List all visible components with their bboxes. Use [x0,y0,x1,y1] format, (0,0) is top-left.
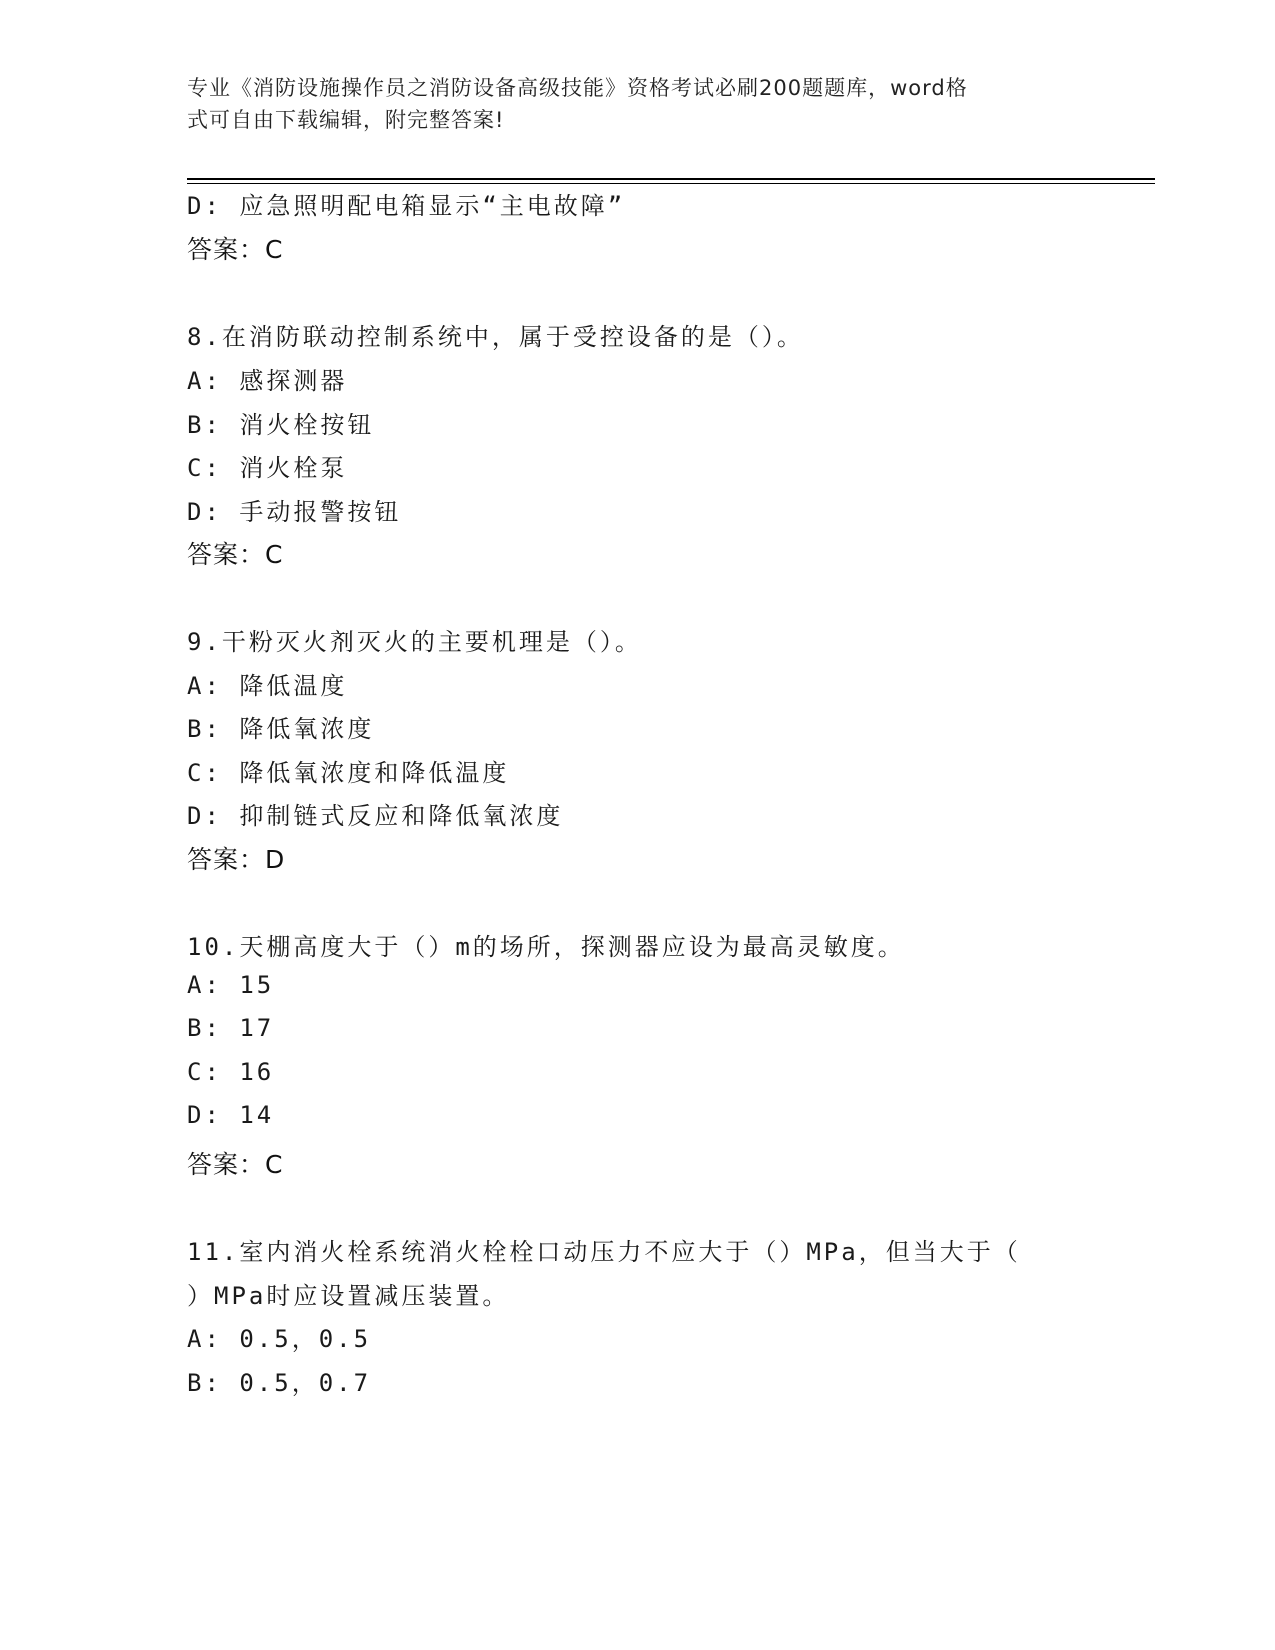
q9-option-a: A: 降低温度 [187,672,348,700]
q10-answer: 答案：C [187,1150,284,1179]
q10-option-d: D: 14 [187,1101,275,1129]
q8-option-b: B: 消火栓按钮 [187,411,375,439]
q9-option-c: C: 降低氧浓度和降低温度 [187,759,510,787]
header-divider-thin [187,183,1155,184]
q10-option-c: C: 16 [187,1058,275,1086]
q11-question-line-2: ）MPa时应设置减压装置。 [187,1282,510,1310]
q9-option-d: D: 抑制链式反应和降低氧浓度 [187,802,564,830]
q10-option-b: B: 17 [187,1014,275,1042]
q11-question-line-1: 11.室内消火栓系统消火栓栓口动压力不应大于（）MPa，但当大于（ [187,1238,1021,1266]
q8-option-a: A: 感探测器 [187,367,348,395]
q11-option-b: B: 0.5，0.7 [187,1369,372,1397]
q9-answer: 答案：D [187,845,286,874]
q8-question: 8.在消防联动控制系统中，属于受控设备的是（）。 [187,323,804,351]
header-divider-thick [187,178,1155,180]
q10-option-a: A: 15 [187,971,275,999]
q9-question: 9.干粉灭火剂灭火的主要机理是（）。 [187,628,642,656]
q8-answer: 答案：C [187,540,284,569]
q7-answer: 答案：C [187,235,284,264]
document-header [187,72,1067,136]
header-line-2: 式可自由下载编辑，附完整答案! [187,108,505,132]
q9-option-b: B: 降低氧浓度 [187,715,375,743]
q11-option-a: A: 0.5，0.5 [187,1325,372,1353]
q7-option-d: D: 应急照明配电箱显示“主电故障” [187,192,626,220]
header-line-1: 专业《消防设施操作员之消防设备高级技能》资格考试必刷200题题库，word格 [187,76,968,100]
q8-option-c: C: 消火栓泵 [187,454,348,482]
q10-question: 10.天棚高度大于（）m的场所，探测器应设为最高灵敏度。 [187,933,905,961]
q8-option-d: D: 手动报警按钮 [187,498,402,526]
